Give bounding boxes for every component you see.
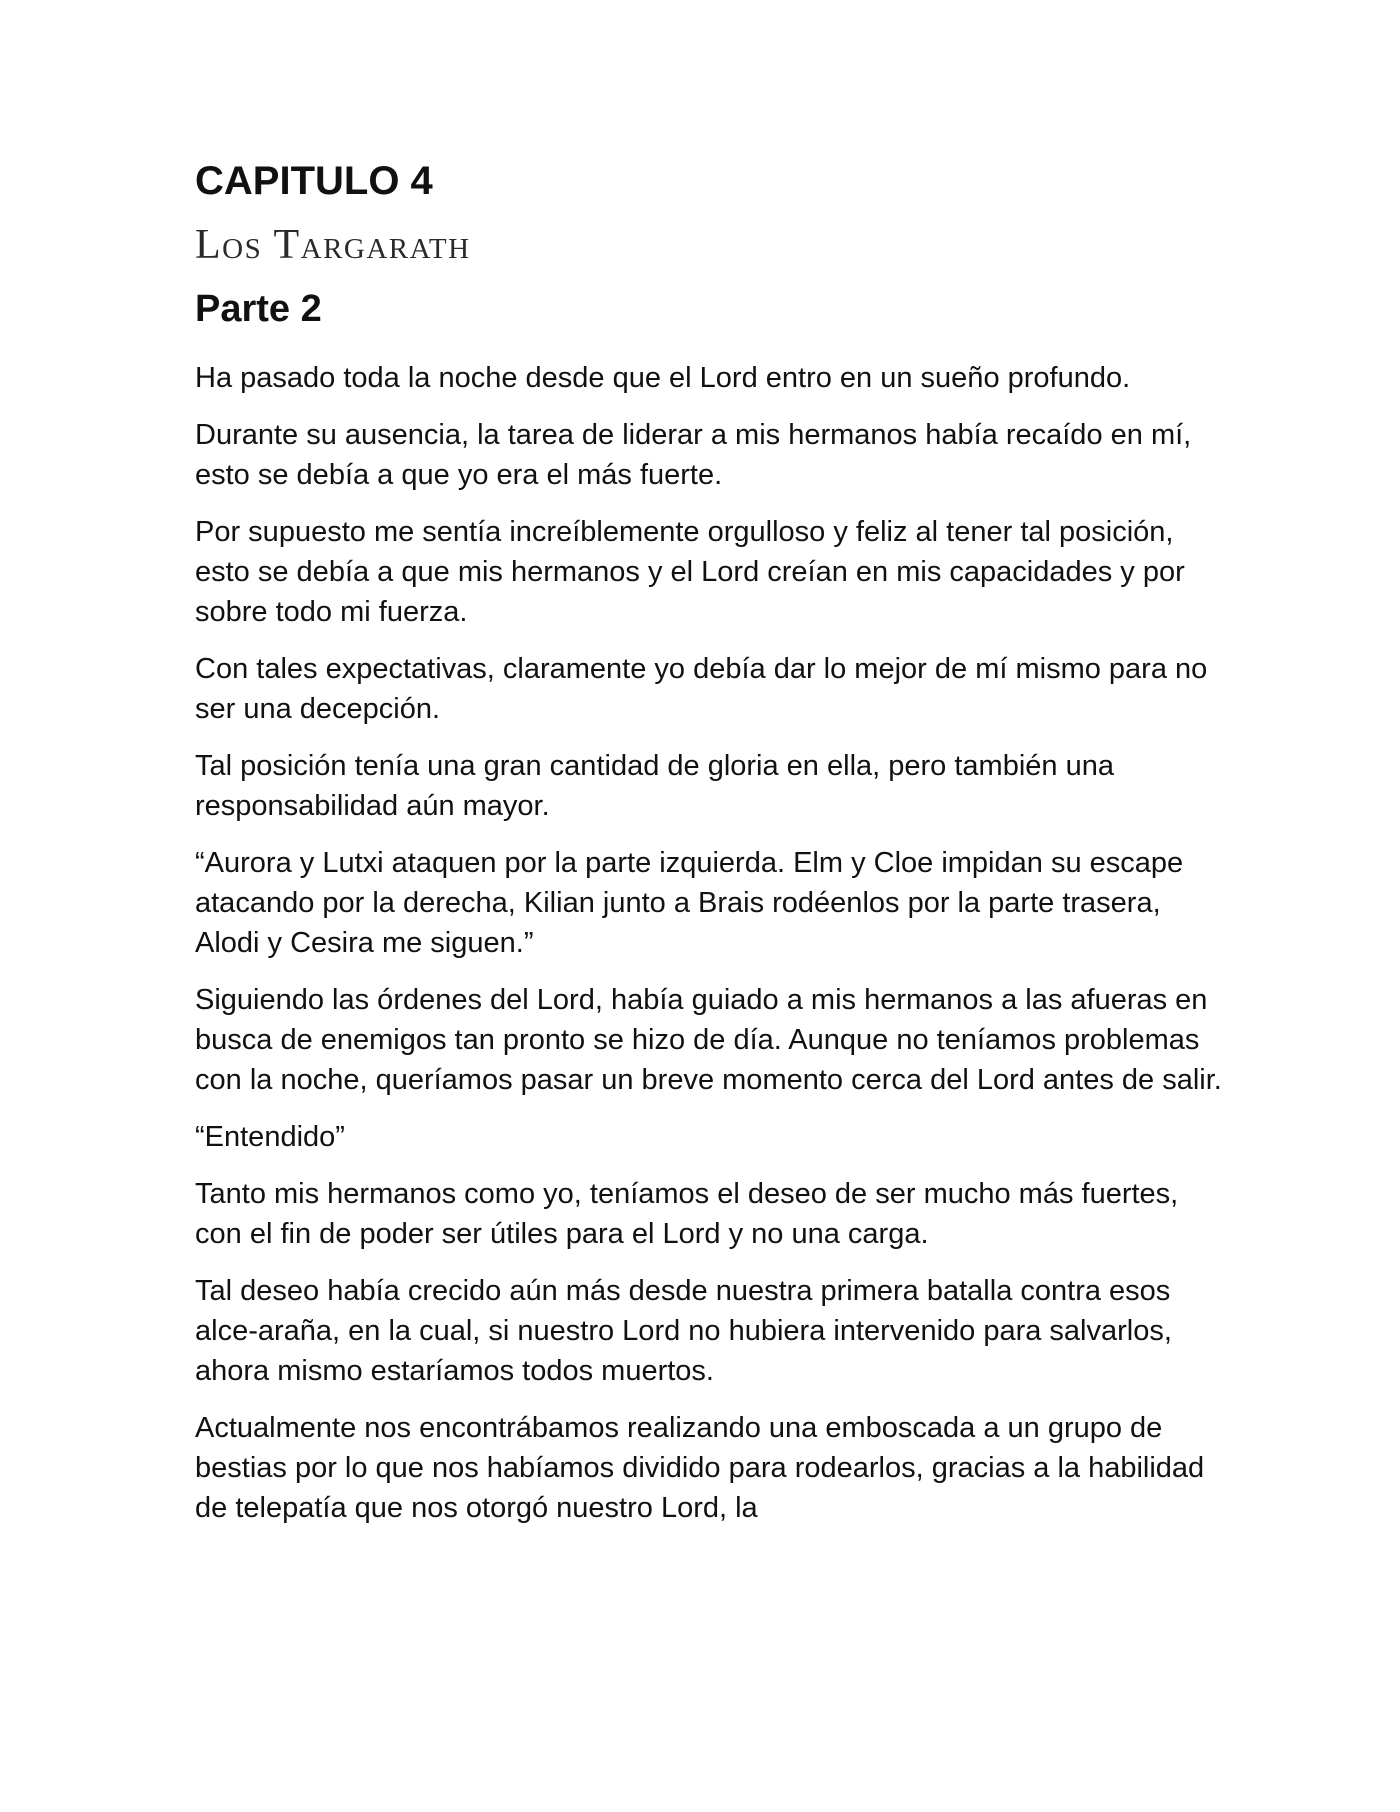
paragraph: Con tales expectativas, claramente yo debía dar lo mejor de mí mismo para no ser una decepción. [195,652,1208,725]
chapter-subtitle: Los Targarath [195,222,471,268]
document-page [195,150,1225,1545]
paragraph: Tal posición tenía una gran cantidad de gloria en ella, pero también una responsabilidad aún mayor. [195,749,1114,822]
part-title: Parte 2 [195,288,322,331]
paragraph: Tanto mis hermanos como yo, teníamos el deseo de ser mucho más fuertes, con el fin de poder ser útiles para el Lord y no una carga. [195,1177,1179,1250]
paragraph: Siguiendo las órdenes del Lord, había guiado a mis hermanos a las afueras en busca de enemigos tan pronto se hizo de día. Aunque no teníamos problemas con la noche, queríamos pasar un breve momento cerca del Lord antes de salir. [195,983,1222,1096]
chapter-title: CAPITULO 4 [195,159,433,203]
body-text [195,358,1225,1528]
paragraph: Actualmente nos encontrábamos realizando una emboscada a un grupo de bestias por lo que nos habíamos dividido para rodearlos, gracias a la habilidad de telepatía que nos otorgó nuestro Lord, la [195,1411,1205,1524]
paragraph: Por supuesto me sentía increíblemente orgulloso y feliz al tener tal posición, esto se debía a que mis hermanos y el Lord creían en mis capacidades y por sobre todo mi fuerza. [195,515,1185,628]
dialogue-paragraph: “Aurora y Lutxi ataquen por la parte izquierda. Elm y Cloe impidan su escape atacando por la derecha, Kilian junto a Brais rodéenlos por la parte trasera, Alodi y Cesira me siguen.” [195,846,1184,959]
paragraph: Ha pasado toda la noche desde que el Lord entro en un sueño profundo. [195,361,1131,394]
paragraph: Tal deseo había crecido aún más desde nuestra primera batalla contra esos alce-araña, en la cual, si nuestro Lord no hubiera intervenido para salvarlos, ahora mismo estaríamos todos muertos. [195,1274,1172,1387]
dialogue-paragraph: “Entendido” [195,1120,345,1153]
paragraph: Durante su ausencia, la tarea de liderar a mis hermanos había recaído en mí, esto se debía a que yo era el más fuerte. [195,418,1192,491]
